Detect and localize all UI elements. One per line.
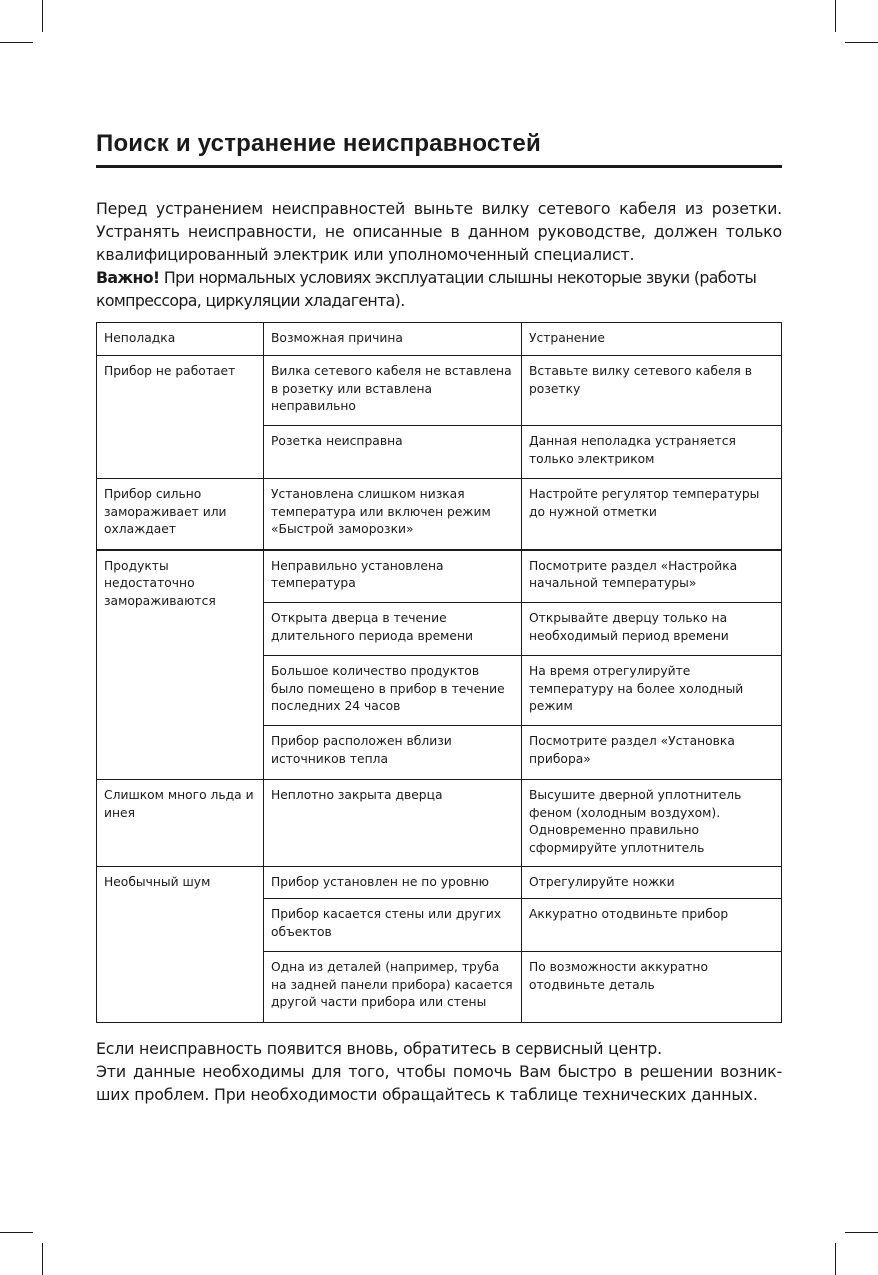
remedy-cell: Посмотрите раздел «Настройка начальной температуры» xyxy=(522,550,782,603)
remedy-cell: Посмотрите раздел «Установка прибора» xyxy=(522,726,782,780)
crop-mark xyxy=(835,1243,836,1275)
crop-mark xyxy=(845,1232,878,1233)
footer-line-1: Если неисправность появится вновь, обратитесь в сервисный центр. xyxy=(96,1039,662,1058)
remedy-cell: На время отрегулируйте температуру на более холодный режим xyxy=(522,656,782,726)
crop-mark xyxy=(0,42,33,43)
crop-mark xyxy=(42,1243,43,1275)
cause-cell: Одна из деталей (например, труба на задней панели прибора) касается другой части прибора или стены xyxy=(264,952,522,1023)
cause-cell: Установлена слишком низкая температура или включен режим «Быстрой заморозки» xyxy=(264,479,522,550)
page-title: Поиск и устранение неисправностей xyxy=(96,130,541,157)
cause-cell: Прибор расположен вблизи источников тепла xyxy=(264,726,522,780)
problem-cell: Слишком много льда и инея xyxy=(97,780,264,867)
remedy-cell: Открывайте дверцу только на необходимый период времени xyxy=(522,603,782,656)
cause-cell: Розетка неисправна xyxy=(264,426,522,479)
crop-mark xyxy=(42,0,43,32)
crop-mark xyxy=(845,42,878,43)
important-label: Важно! xyxy=(96,268,160,287)
header-problem: Неполадка xyxy=(97,323,264,356)
remedy-cell: Отрегулируйте ножки xyxy=(522,867,782,899)
problem-cell: Продукты недостаточно замораживаются xyxy=(97,550,264,780)
cause-cell: Прибор установлен не по уровню xyxy=(264,867,522,899)
cause-cell: Неправильно установлена температура xyxy=(264,550,522,603)
remedy-cell: Данная неполадка устраняется только электриком xyxy=(522,426,782,479)
crop-mark xyxy=(835,0,836,32)
table-row xyxy=(97,780,782,867)
table-row xyxy=(97,867,782,899)
header-cause: Возможная причина xyxy=(264,323,522,356)
intro-text xyxy=(96,197,782,312)
remedy-cell: Аккуратно отодвиньте прибор xyxy=(522,899,782,952)
remedy-cell: Высушите дверной уплотнитель феном (холодным воздухом). Одновременно правильно сформируйте уплотнитель xyxy=(522,780,782,867)
table-row xyxy=(97,550,782,603)
problem-cell: Прибор не работает xyxy=(97,356,264,479)
cause-cell: Вилка сетевого кабеля не вставлена в розетку или вставлена неправильно xyxy=(264,356,522,426)
important-text: При нормальных условиях эксплуатации слышны некоторые звуки (работы компрессора, циркуляции хладагента). xyxy=(96,268,757,310)
troubleshooting-table xyxy=(96,322,782,1023)
footer-text xyxy=(96,1037,782,1106)
table-header-row xyxy=(97,323,782,356)
important-note xyxy=(96,266,782,312)
table-row xyxy=(97,356,782,426)
remedy-cell: Настройте регулятор температуры до нужной отметки xyxy=(522,479,782,550)
title-underline xyxy=(96,165,782,168)
problem-cell: Необычный шум xyxy=(97,867,264,1023)
remedy-cell: По возможности аккуратно отодвиньте деталь xyxy=(522,952,782,1023)
cause-cell: Прибор касается стены или других объектов xyxy=(264,899,522,952)
table-row xyxy=(97,479,782,550)
remedy-cell: Вставьте вилку сетевого кабеля в розетку xyxy=(522,356,782,426)
footer-line-2: Эти данные необходимы для того, чтобы помочь Вам быстро в решении возник-ших проблем. При необходимости обращайтесь к таблице технических данных. xyxy=(96,1062,782,1104)
crop-mark xyxy=(0,1232,33,1233)
header-remedy: Устранение xyxy=(522,323,782,356)
intro-paragraph: Перед устранением неисправностей выньте вилку сетевого кабеля из розетки. Устранять неисправности, не описанные в данном руководстве, должен только квалифицированный электрик или уполномоченный специалист. xyxy=(96,199,782,264)
cause-cell: Открыта дверца в течение длительного периода времени xyxy=(264,603,522,656)
problem-cell: Прибор сильно замораживает или охлаждает xyxy=(97,479,264,550)
cause-cell: Большое количество продуктов было помещено в прибор в течение последних 24 часов xyxy=(264,656,522,726)
cause-cell: Неплотно закрыта дверца xyxy=(264,780,522,867)
